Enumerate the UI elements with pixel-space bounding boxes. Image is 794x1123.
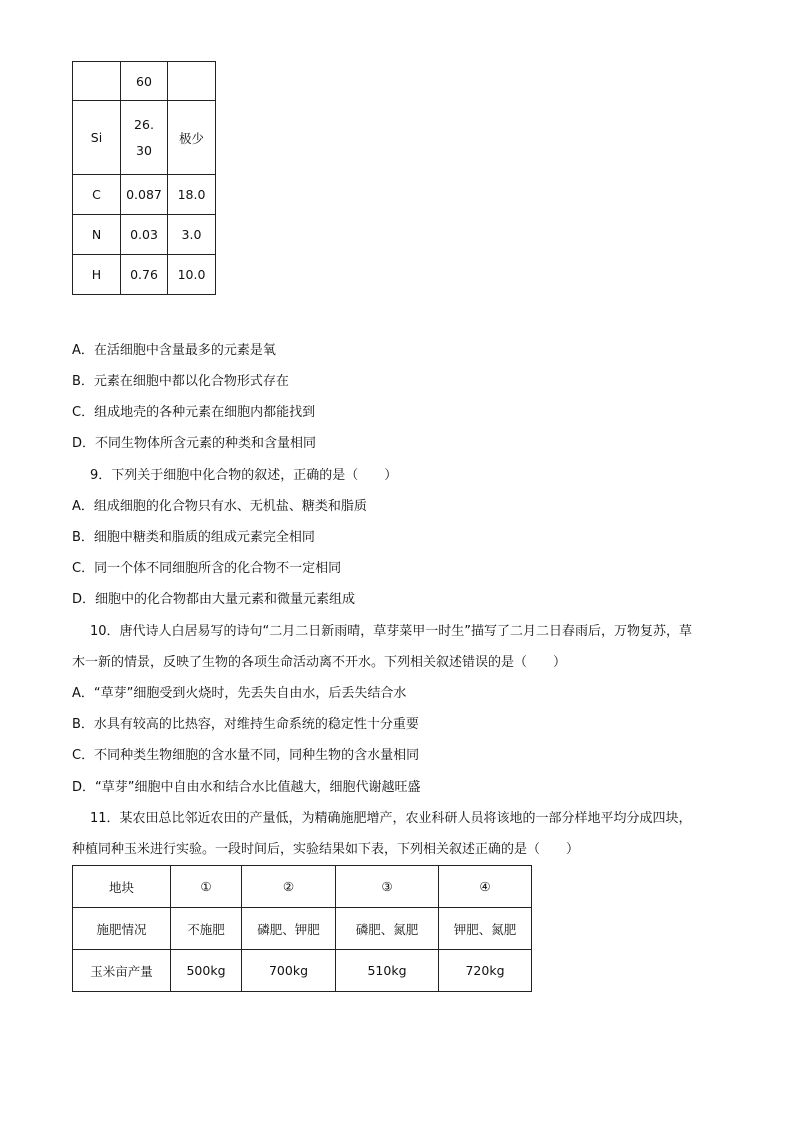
table-cell: 施肥情况 — [73, 908, 171, 950]
table-cell: 10.0 — [168, 255, 216, 295]
option-d: D．不同生物体所含元素的种类和含量相同 — [72, 436, 317, 451]
table-row — [73, 950, 532, 992]
table-cell — [73, 62, 121, 101]
table-cell: 极少 — [168, 101, 216, 175]
table-row — [73, 62, 216, 101]
table-cell: ③ — [336, 866, 439, 908]
table-cell: 玉米亩产量 — [73, 950, 171, 992]
cell-line: 26. — [134, 116, 154, 132]
option-b: B．水具有较高的比热容，对维持生命系统的稳定性十分重要 — [72, 717, 419, 732]
table-cell: Si — [73, 101, 121, 175]
table-cell: 不施肥 — [171, 908, 242, 950]
table-header-row — [73, 866, 532, 908]
option-b: B．细胞中糖类和脂质的组成元素完全相同 — [72, 530, 315, 545]
table-row — [73, 175, 216, 215]
option-a: A．“草芽”细胞受到火烧时，先丢失自由水，后丢失结合水 — [72, 686, 407, 701]
table-cell: 60 — [121, 62, 168, 101]
cell-line: 30 — [136, 142, 152, 158]
question-10-stem-cont: 木一新的情景，反映了生物的各项生命活动离不开水。下列相关叙述错误的是（ ） — [72, 655, 567, 670]
option-d: D．“草芽”细胞中自由水和结合水比值越大，细胞代谢越旺盛 — [72, 780, 421, 795]
question-10-stem: 10．唐代诗人白居易写的诗句“二月二日新雨晴，草芽菜甲一时生”描写了二月二日春雨后，万物复苏，草 — [90, 624, 693, 639]
fertilizer-yield-table — [72, 865, 532, 992]
table-cell: ① — [171, 866, 242, 908]
table-cell: 地块 — [73, 866, 171, 908]
table-cell: 720kg — [439, 950, 532, 992]
table-cell — [168, 62, 216, 101]
table-cell: 500kg — [171, 950, 242, 992]
table-cell: 0.76 — [121, 255, 168, 295]
option-d: D．细胞中的化合物都由大量元素和微量元素组成 — [72, 592, 356, 607]
table-cell: H — [73, 255, 121, 295]
table-cell: 510kg — [336, 950, 439, 992]
table-row — [73, 255, 216, 295]
option-a: A．在活细胞中含量最多的元素是氧 — [72, 343, 276, 358]
question-11-stem-cont: 种植同种玉米进行实验。一段时间后，实验结果如下表，下列相关叙述正确的是（ ） — [72, 842, 580, 857]
table-cell: 3.0 — [168, 215, 216, 255]
element-content-table — [72, 61, 216, 295]
question-9-stem: 9．下列关于细胞中化合物的叙述，正确的是（ ） — [90, 468, 398, 483]
table-cell: ② — [242, 866, 336, 908]
option-c: C．组成地壳的各种元素在细胞内都能找到 — [72, 405, 316, 420]
table-cell: 钾肥、氮肥 — [439, 908, 532, 950]
table-cell: 700kg — [242, 950, 336, 992]
table-cell: 0.087 — [121, 175, 168, 215]
table-row — [73, 101, 216, 175]
table-row — [73, 215, 216, 255]
table-cell: ④ — [439, 866, 532, 908]
table-cell: 0.03 — [121, 215, 168, 255]
table-row — [73, 908, 532, 950]
option-c: C．不同种类生物细胞的含水量不同，同种生物的含水量相同 — [72, 748, 420, 763]
table-cell: 18.0 — [168, 175, 216, 215]
table-cell: C — [73, 175, 121, 215]
option-a: A．组成细胞的化合物只有水、无机盐、糖类和脂质 — [72, 499, 367, 514]
table-cell — [121, 101, 168, 175]
question-11-stem: 11．某农田总比邻近农田的产量低，为精确施肥增产，农业科研人员将该地的一部分样地平均分成四块， — [90, 811, 692, 826]
option-b: B．元素在细胞中都以化合物形式存在 — [72, 374, 289, 389]
table-cell: 磷肥、钾肥 — [242, 908, 336, 950]
table-cell: 磷肥、氮肥 — [336, 908, 439, 950]
table-cell: N — [73, 215, 121, 255]
option-c: C．同一个体不同细胞所含的化合物不一定相同 — [72, 561, 342, 576]
